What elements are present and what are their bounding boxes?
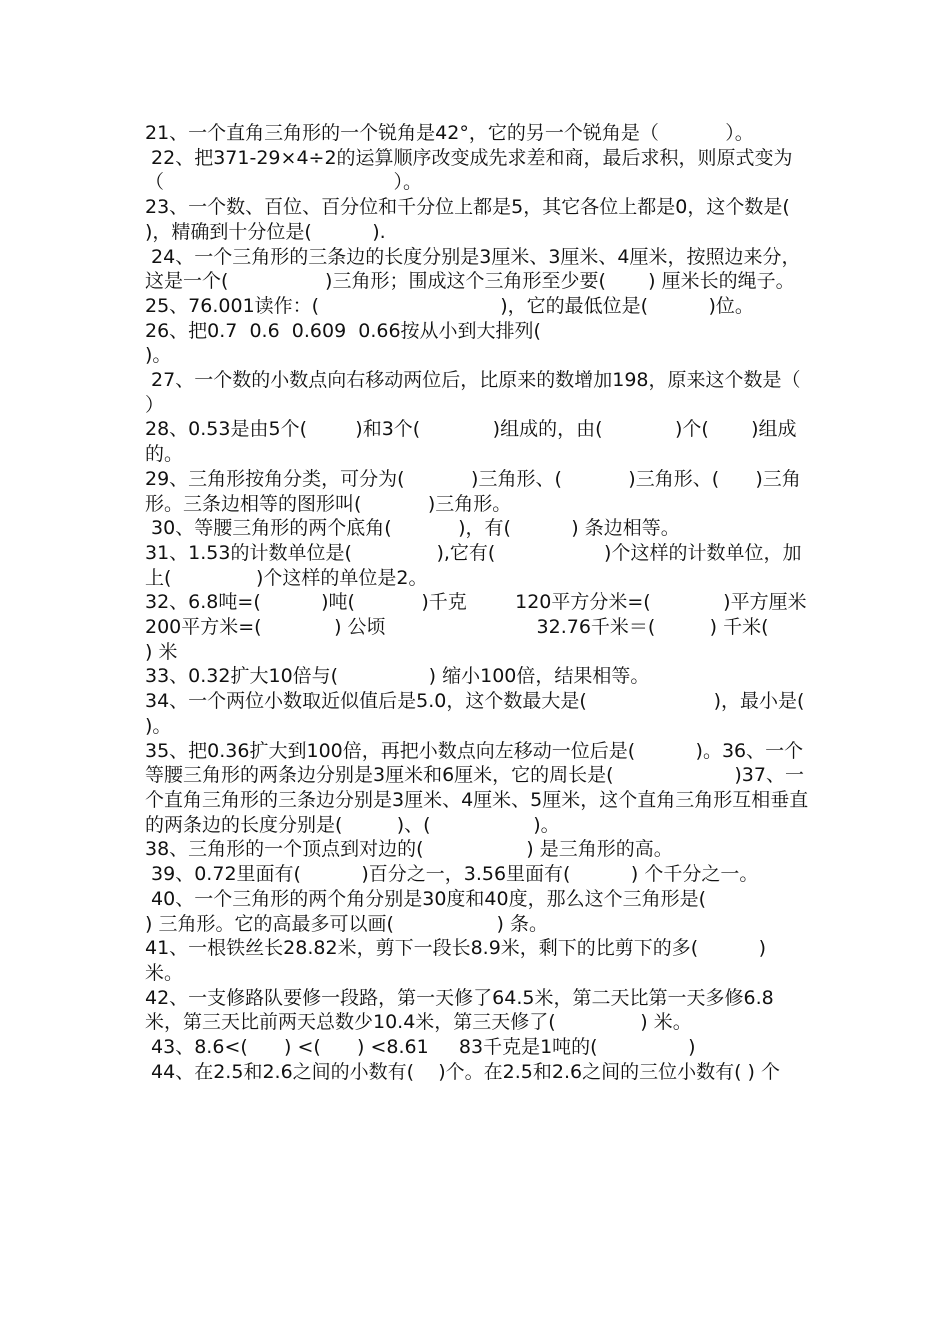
question-28: 28、0.53是由5个( )和3个( )组成的，由( )个( )组成的。 [145,418,797,466]
question-24: 24、一个三角形的三条边的长度分别是3厘米、3厘米、4厘米，按照边来分，这是一个( )三角形；围成这个三角形至少要( ) 厘米长的绳子。 [145,245,801,293]
question-23: 23、一个数、百位、百分位和千分位上都是5，其它各位上都是0，这个数是( )，精确到十分位是( ). [145,196,851,243]
question-41: 41、一根铁丝长28.82米，剪下一段长8.9米，剩下的比剪下的多( ) 米。 [145,937,773,984]
question-42: 42、一支修路队要修一段路，第一天修了64.5米，第二天比第一天多修6.8米，第三天比前两天总数少10.4米，第三天修了( ) 米。 [145,986,774,1034]
question-list [145,121,896,1084]
question-43: 43、8.6<( ) <( ) <8.61 83千克是1吨的( ) [145,1036,696,1059]
question-38: 38、三角形的一个顶点到对边的( ) 是三角形的高。 [145,838,673,861]
question-32: 32、6.8吨=( )吨( )千克 120平方分米=( )平方厘米 200平方米=( ) 公顷 32.76千米＝( ) 千米( ) 米 [145,591,817,663]
question-34: 34、一个两位小数取近似值后是5.0，这个数最大是( )，最小是( )。 [145,690,896,737]
question-21: 21、一个直角三角形的一个锐角是42°，它的另一个锐角是（ ）。 [145,122,754,144]
question-33: 33、0.32扩大10倍与( ) 缩小100倍，结果相等。 [145,665,650,688]
question-29: 29、三角形按角分类，可分为( )三角形、( )三角形、( )三角形。三条边相等的图形叫( )三角形。 [145,467,801,515]
question-30: 30、等腰三角形的两个底角( )，有( ) 条边相等。 [145,517,680,540]
question-39: 39、0.72里面有( )百分之一，3.56里面有( ) 个千分之一。 [145,863,759,886]
question-44: 44、在2.5和2.6之间的小数有( )个。在2.5和2.6之间的三位小数有( ) 个 [145,1060,780,1083]
question-27: 27、一个数的小数点向右移动两位后，比原来的数增加198，原来这个数是（ ） [145,369,807,416]
question-35-36-37: 35、把0.36扩大到100倍，再把小数点向左移动一位后是( )。36、一个等腰三角形的两条边分别是3厘米和6厘米，它的周长是( )37、一个直角三角形的三条边分别是3厘米、4厘米、5厘米，这个直角三角形互相垂直的两条边的长度分别是( )、( )。 [145,739,809,836]
question-22: 22、把371-29×4÷2的运算顺序改变成先求差和商，最后求积，则原式变为（ ）。 [145,146,793,194]
question-26: 26、把0.7 0.6 0.609 0.66按从小到大排列( )。 [145,319,843,367]
question-31: 31、1.53的计数单位是( ),它有( )个这样的计数单位，加上( )个这样的单位是2。 [145,541,802,589]
question-25: 25、76.001读作：( )，它的最低位是( )位。 [145,294,754,317]
question-40: 40、一个三角形的两个角分别是30度和40度，那么这个三角形是( ) 三角形。它的高最多可以画( ) 条。 [145,887,815,935]
